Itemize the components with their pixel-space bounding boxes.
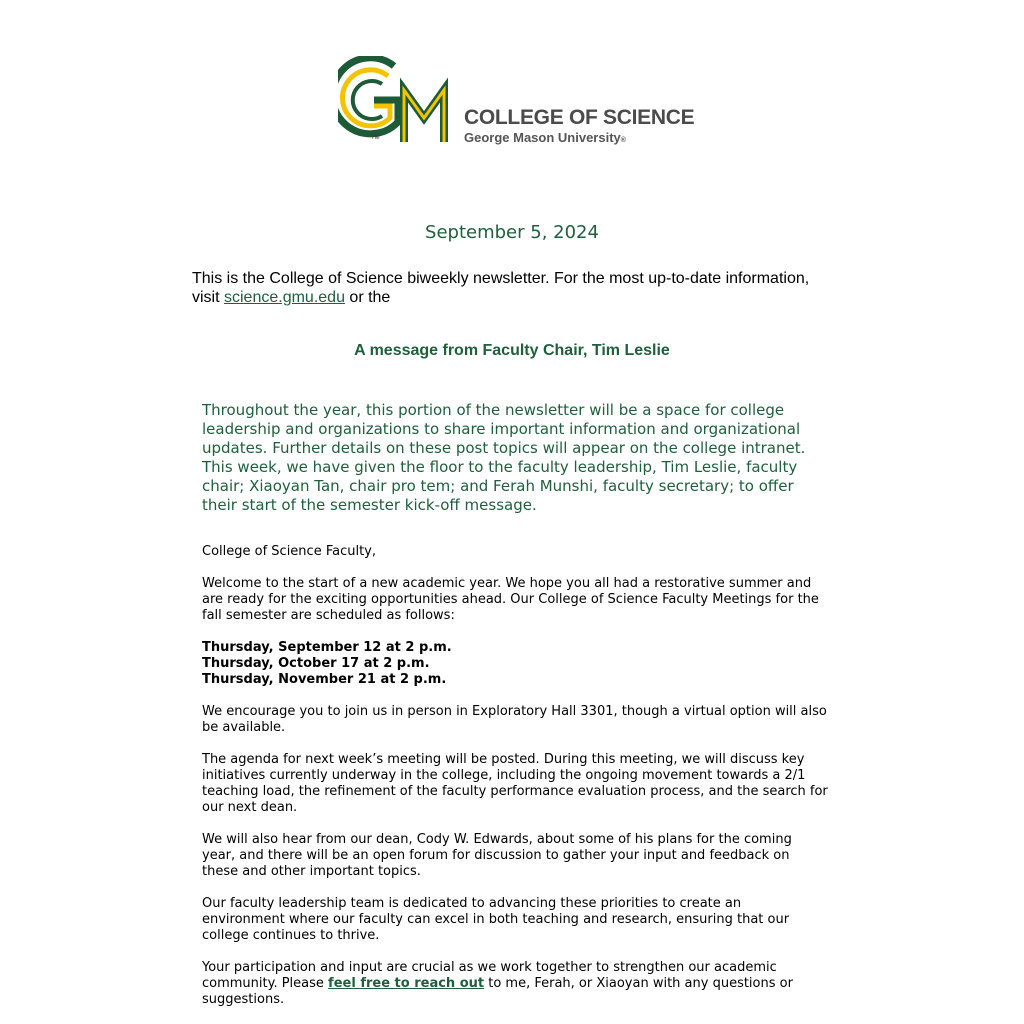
college-logo [338,56,695,152]
callout-paragraph: Throughout the year, this portion of the newsletter will be a space for college leadership and organizations to share important information and organizational updates. Further details on these post topics will appear on the college intranet. This week, we have given the floor to the faculty leadership, Tim Leslie, faculty chair; Xiaoyan Tan, chair pro tem; and Ferah Munshi, faculty secretary; to offer their start of the semester kick-off message. [202,401,806,514]
science-site-link[interactable]: science.gmu.edu [224,289,345,306]
letter-leadership: Our faculty leadership team is dedicated to advancing these priorities to create an environment where our faculty can excel in both teaching and research, ensuring that our college continues to thrive. [202,896,790,943]
trademark-mark: TM [371,135,380,141]
letter-welcome: Welcome to the start of a new academic year. We hope you all had a restorative summer and are ready for the exciting opportunities ahead. Our College of Science Faculty Meetings for the fall semester are scheduled as follows: [202,576,819,623]
gm-monogram-icon [338,56,464,152]
letter-agenda: The agenda for next week’s meeting will be posted. During this meeting, we will discuss key initiatives currently underway in the college, including the ongoing movement towards a 2/1 teaching load, the refinement of the faculty performance evaluation process, and the search for our next dean. [202,752,828,815]
letter-participation: Your participation and input are crucial as we work together to strengthen our academic community. Please feel free to reach out to me, Ferah, or Xiaoyan with any questions or suggestions. [202,960,793,1007]
faculty-letter [202,544,828,1024]
newsletter-date: September 5, 2024 [425,222,599,243]
meeting-date: Thursday, September 12 at 2 p.m. [202,640,452,655]
letter-dean: We will also hear from our dean, Cody W. Edwards, about some of his plans for the coming year, and there will be an open forum for discussion to gather your input and feedback on these and other important topics. [202,832,792,879]
reach-out-link[interactable]: feel free to reach out [328,976,485,991]
meeting-schedule [202,640,828,688]
section-heading: A message from Faculty Chair, Tim Leslie [354,342,670,359]
meeting-date: Thursday, October 17 at 2 p.m. [202,656,430,671]
intro-paragraph: This is the College of Science biweekly newsletter. For the most up-to-date information, visit science.gmu.edu or the [192,270,810,306]
letter-location: We encourage you to join us in person in Exploratory Hall 3301, though a virtual option will also be available. [202,704,827,735]
logo-title: COLLEGE OF SCIENCE [464,106,695,129]
logo-subtitle: George Mason University® [464,130,626,145]
meeting-date: Thursday, November 21 at 2 p.m. [202,672,447,687]
registered-mark: ® [620,137,626,144]
letter-greeting: College of Science Faculty, [202,544,376,559]
